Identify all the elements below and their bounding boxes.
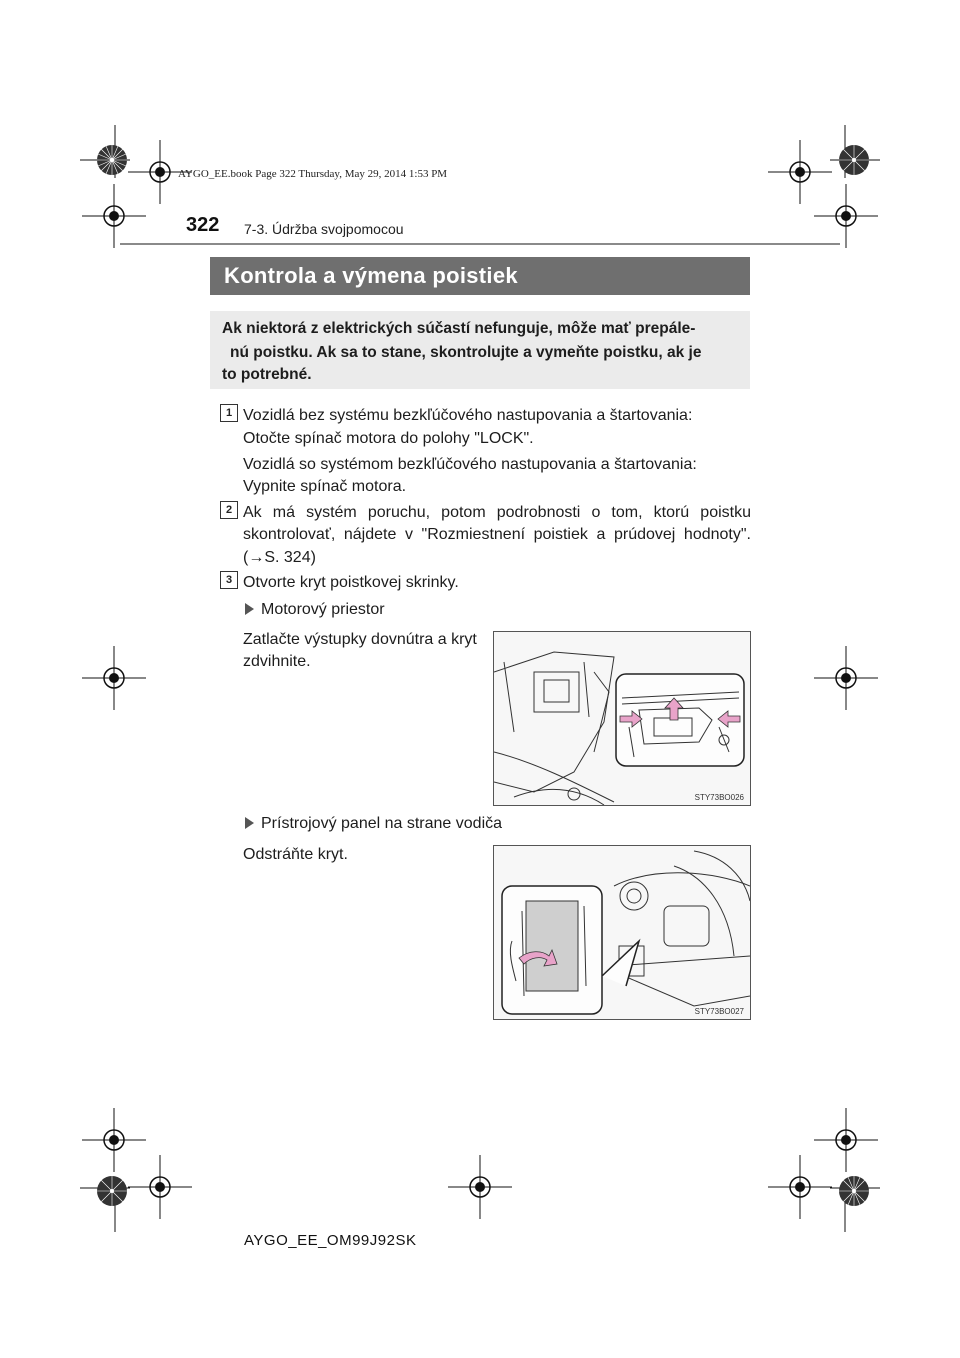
title-bar	[210, 257, 750, 295]
step-1-line: Vozidlá bez systému bezkľúčového nastupovania a štartovania:	[243, 407, 693, 424]
step-2-line: Ak má systém poruchu, potom podrobnosti o tom, ktorú poistku	[243, 504, 751, 521]
figure-code: STY73BO027	[694, 1007, 744, 1016]
step-number-1: 1	[220, 404, 238, 422]
subsection-text: Zatlačte výstupky dovnútra a kryt	[243, 631, 477, 648]
page-title: Kontrola a výmena poistiek	[224, 263, 518, 288]
document-code: AYGO_EE_OM99J92SK	[244, 1232, 417, 1249]
step-3-line: Otvorte kryt poistkovej skrinky.	[243, 574, 459, 591]
step-number-2: 2	[220, 501, 238, 519]
engine-compartment-figure	[493, 631, 751, 806]
intro-box	[210, 311, 750, 389]
header-rule	[120, 243, 840, 245]
step-2-line: skontrolovať, nájdete v "Rozmiestnení poistiek a prúdovej hodnoty".	[243, 526, 751, 543]
bullet-arrow-icon	[245, 817, 254, 829]
bullet-arrow-icon	[245, 603, 254, 615]
subsection-text: zdvihnite.	[243, 653, 311, 670]
figure-code: STY73BO026	[694, 793, 744, 802]
subsection-heading: Motorový priestor	[261, 601, 385, 618]
subsection-text: Odstráňte kryt.	[243, 846, 348, 863]
intro-line: to potrebné.	[222, 366, 312, 383]
section-title: 7-3. Údržba svojpomocou	[244, 221, 404, 237]
color-wheel-mark-top-left	[96, 144, 128, 176]
intro-line: Ak niektorá z elektrických súčastí nefunguje, môže mať prepále-	[222, 320, 696, 337]
page-number: 322	[186, 214, 220, 236]
intro-line: nú poistku. Ak sa to stane, skontrolujte a vymeňte poistku, ak je	[230, 344, 702, 361]
step-1-line: Otočte spínač motora do polohy "LOCK".	[243, 430, 534, 447]
dashboard-illustration	[494, 846, 750, 1019]
color-wheel-mark-top-right	[838, 144, 870, 176]
engine-illustration	[494, 632, 750, 805]
step-number-3: 3	[220, 571, 238, 589]
step-1-line: Vozidlá so systémom bezkľúčového nastupovania a štartovania:	[243, 456, 697, 473]
instrument-panel-figure	[493, 845, 751, 1020]
step-1-line: Vypnite spínač motora.	[243, 478, 407, 495]
book-info: AYGO_EE.book Page 322 Thursday, May 29, 2014 1:53 PM	[178, 168, 448, 180]
color-wheel-mark-bottom-right	[838, 1175, 870, 1207]
step-2-line: (→S. 324)	[243, 549, 316, 566]
subsection-heading: Prístrojový panel na strane vodiča	[261, 815, 503, 832]
color-wheel-mark-bottom-left	[96, 1175, 128, 1207]
